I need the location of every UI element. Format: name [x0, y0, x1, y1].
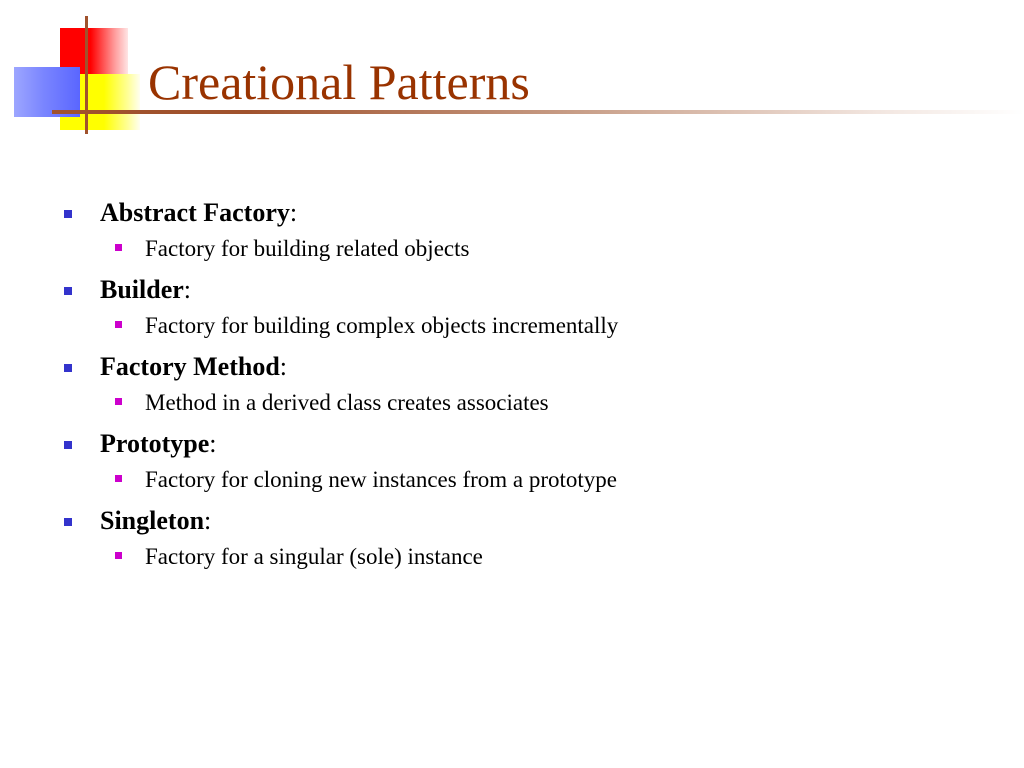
square-bullet-icon — [115, 475, 122, 482]
square-bullet-icon — [64, 287, 72, 295]
slide-title: Creational Patterns — [148, 54, 530, 110]
pattern-colon: : — [183, 275, 192, 304]
square-bullet-icon — [115, 244, 122, 251]
pattern-colon: : — [289, 198, 298, 227]
pattern-name: Abstract Factory — [100, 198, 290, 227]
decorative-corner-logo — [0, 0, 150, 140]
bullet-list — [0, 196, 1024, 581]
pattern-description: Factory for a singular (sole) instance — [145, 544, 483, 569]
sub-item-builder — [0, 311, 1024, 350]
pattern-description: Factory for building complex objects incrementally — [145, 313, 619, 338]
list-item-text — [100, 273, 191, 307]
list-item-factory-method — [0, 350, 1024, 388]
square-bullet-icon — [115, 398, 122, 405]
square-bullet-icon — [115, 552, 122, 559]
logo-vertical-line — [85, 16, 88, 134]
pattern-colon: : — [279, 352, 288, 381]
pattern-name: Factory Method — [100, 352, 280, 381]
list-item-prototype — [0, 427, 1024, 465]
list-item-text — [100, 427, 217, 461]
pattern-colon: : — [209, 429, 217, 458]
square-bullet-icon — [64, 364, 72, 372]
pattern-description: Factory for building related objects — [145, 236, 470, 261]
list-item-singleton — [0, 504, 1024, 542]
pattern-name: Builder — [100, 275, 184, 304]
pattern-colon: : — [204, 506, 212, 535]
sub-item-singleton — [0, 542, 1024, 581]
square-bullet-icon — [64, 518, 72, 526]
list-item-text — [100, 196, 297, 230]
pattern-name: Prototype — [100, 429, 210, 458]
square-bullet-icon — [64, 441, 72, 449]
list-item-abstract-factory — [0, 196, 1024, 234]
pattern-name: Singleton — [100, 506, 205, 535]
sub-item-abstract-factory — [0, 234, 1024, 273]
list-item-text — [100, 350, 287, 384]
square-bullet-icon — [64, 210, 72, 218]
sub-item-factory-method — [0, 388, 1024, 427]
pattern-description: Method in a derived class creates associates — [145, 390, 549, 415]
list-item-text — [100, 504, 211, 538]
list-item-builder — [0, 273, 1024, 311]
sub-item-prototype — [0, 465, 1024, 504]
pattern-description: Factory for cloning new instances from a prototype — [145, 467, 618, 492]
square-bullet-icon — [115, 321, 122, 328]
